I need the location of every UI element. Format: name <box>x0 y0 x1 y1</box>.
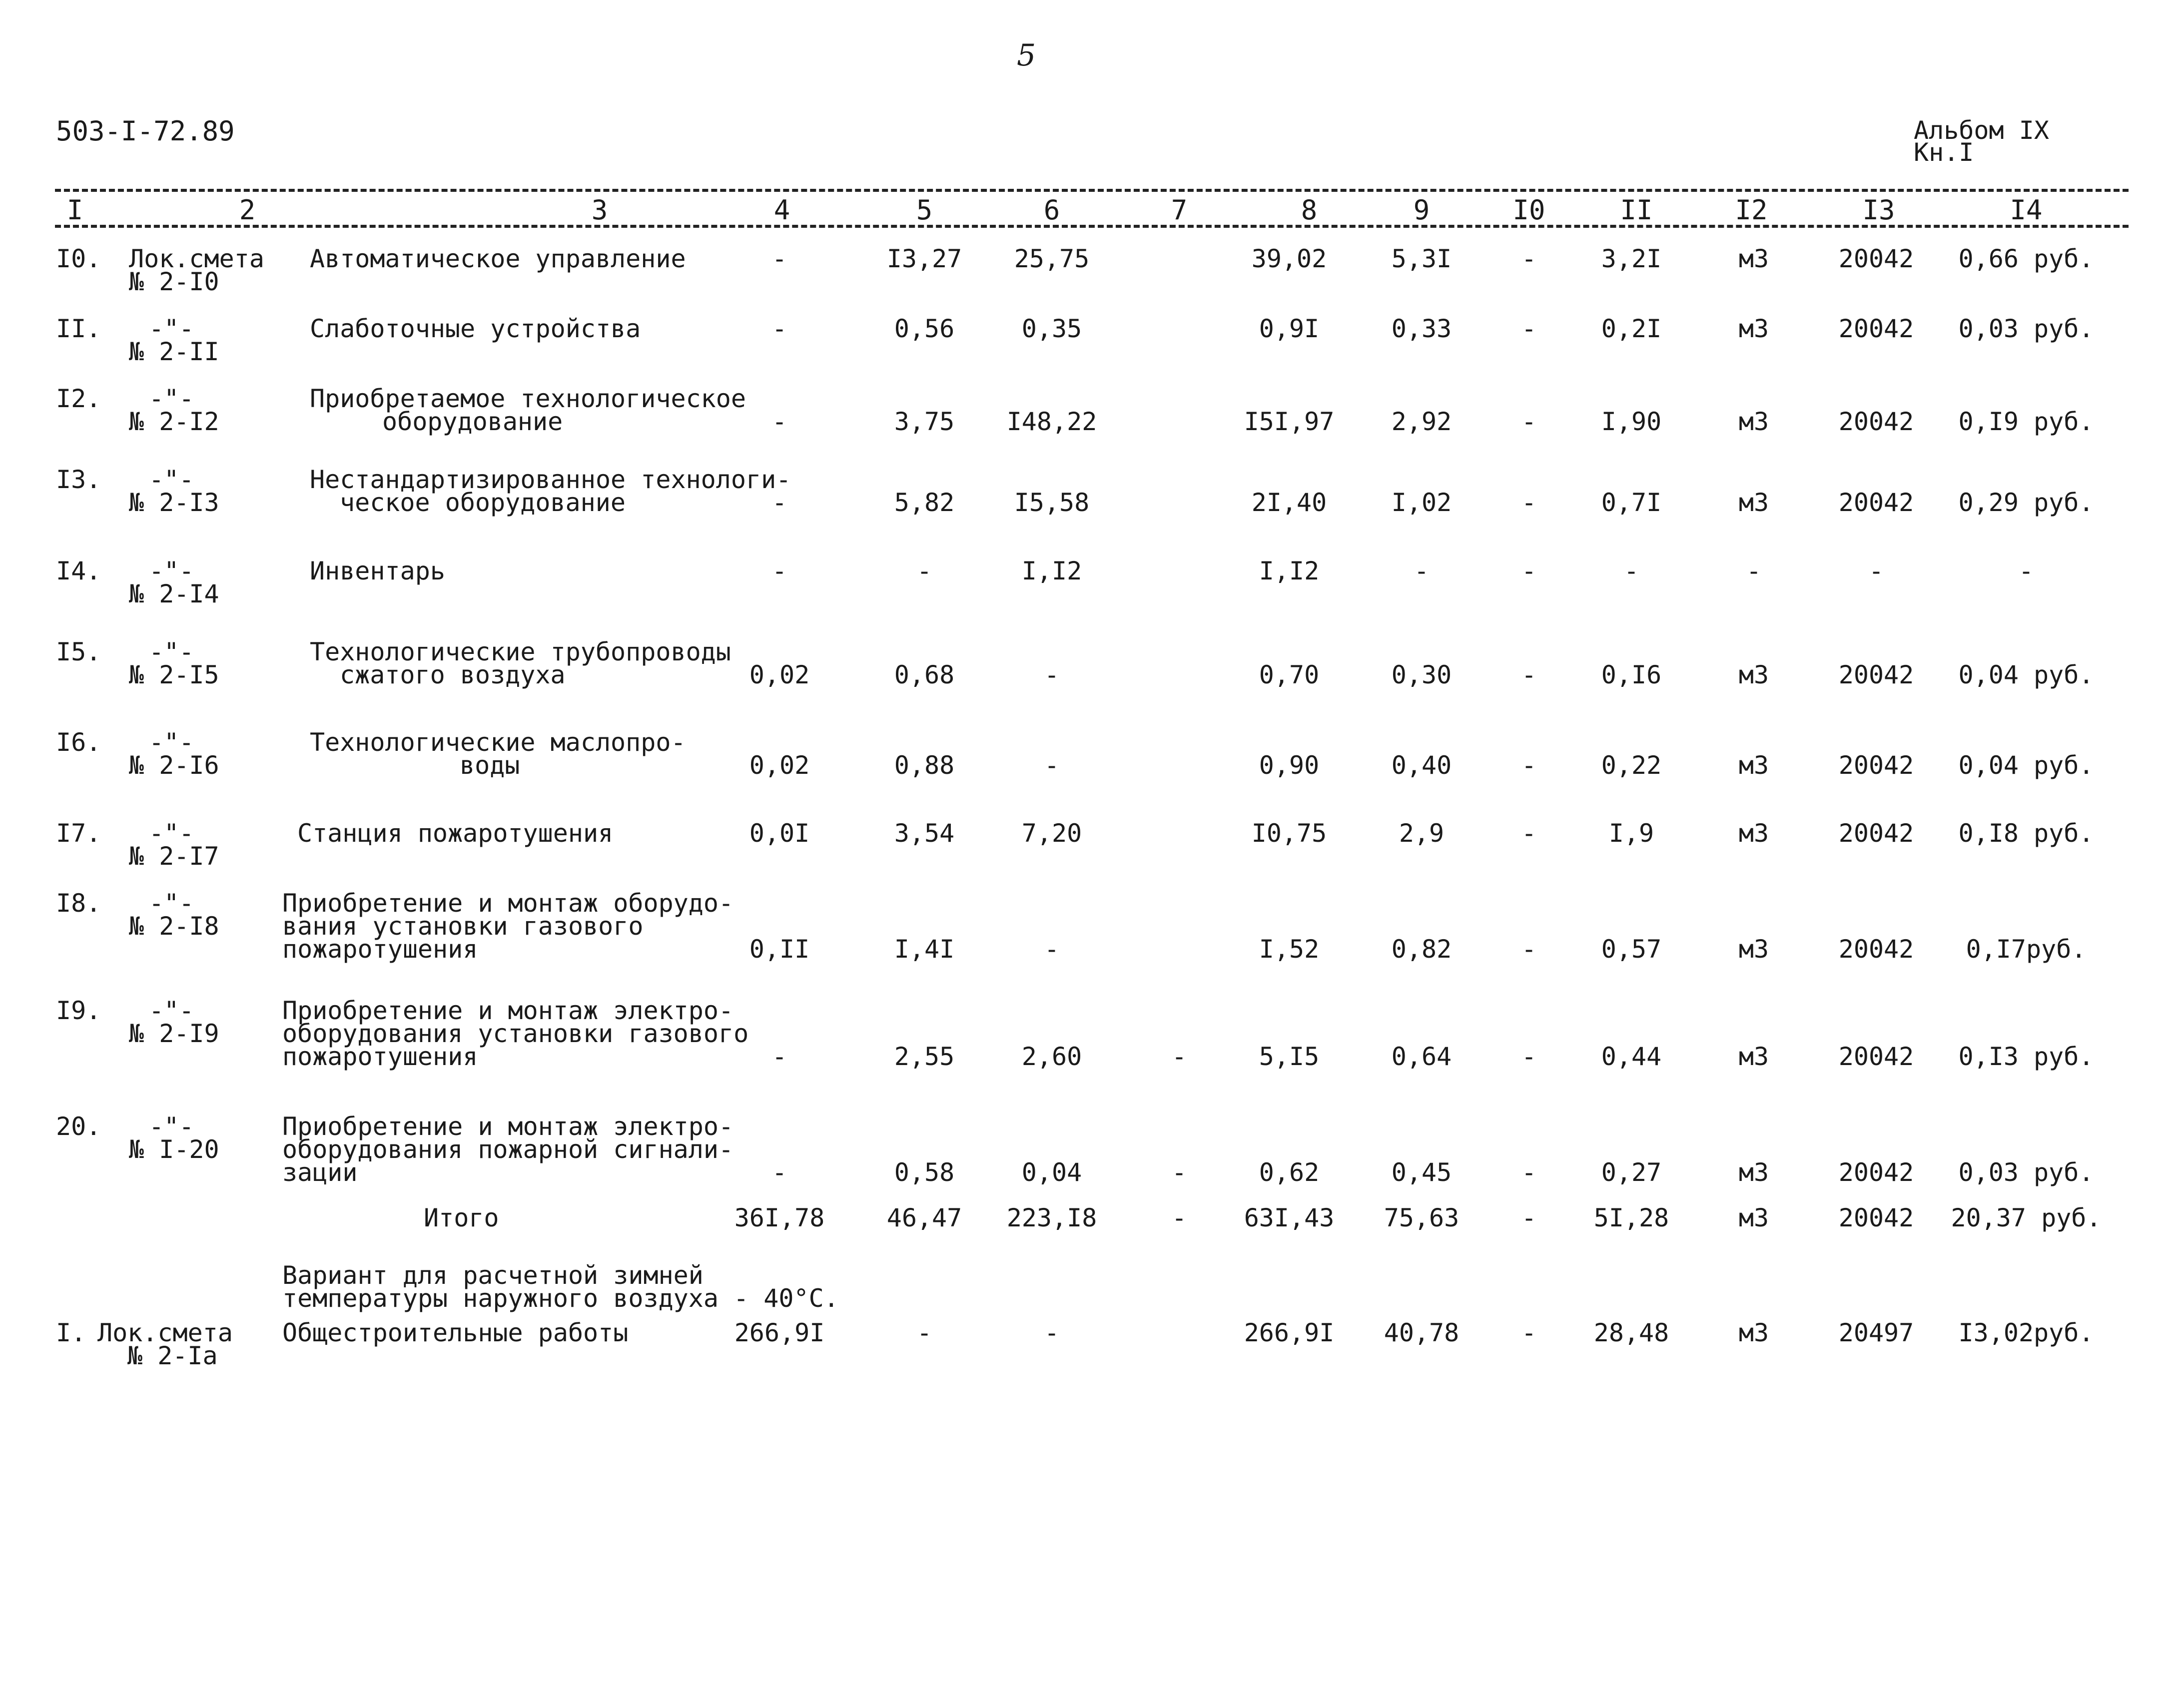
cell-c6: I48,22 <box>1006 407 1097 436</box>
estimate-ref: -"- <box>149 557 194 585</box>
cell-c12: м3 <box>1738 819 1769 848</box>
total-label: Итого <box>424 1203 499 1232</box>
estimate-ref: № 2-I2 <box>129 407 219 436</box>
cell-c14: 0,04 руб. <box>1958 751 2094 780</box>
column-number-14: I4 <box>2010 194 2043 226</box>
work-name: пожаротушения <box>282 935 478 964</box>
cell-c11: 0,44 <box>1601 1042 1662 1071</box>
cell-c9: 0,82 <box>1391 935 1452 964</box>
row-number: I. <box>56 1318 86 1347</box>
cell-c8: I,52 <box>1259 935 1320 964</box>
cell-c9: I,02 <box>1391 488 1452 517</box>
cell-c10: - <box>1521 1042 1537 1071</box>
total-c10: - <box>1521 1203 1537 1232</box>
variant-c14: I3,02руб. <box>1958 1318 2094 1347</box>
cell-c14: 0,I9 руб. <box>1958 407 2094 436</box>
work-name: Инвентарь <box>310 557 445 585</box>
column-number-9: 9 <box>1413 194 1430 226</box>
cell-c13: - <box>1868 557 1884 585</box>
row-number: I0. <box>56 244 101 273</box>
row-number: I8. <box>56 889 101 918</box>
work-name: Приобретение и монтаж электро- <box>282 996 734 1025</box>
total-c14: 20,37 руб. <box>1951 1203 2102 1232</box>
work-name: Автоматическое управление <box>310 244 686 273</box>
cell-c4: - <box>771 1158 787 1187</box>
cell-c14: 0,29 руб. <box>1958 488 2094 517</box>
variant-c13: 20497 <box>1838 1318 1914 1347</box>
cell-c9: 0,33 <box>1391 314 1452 343</box>
work-name: зации <box>282 1158 358 1187</box>
cell-c4: - <box>771 488 787 517</box>
total-c7: - <box>1171 1203 1187 1232</box>
column-number-13: I3 <box>1862 194 1895 226</box>
cell-c11: 0,27 <box>1601 1158 1662 1187</box>
cell-c9: 2,9 <box>1399 819 1445 848</box>
cell-c5: 3,54 <box>894 819 955 848</box>
cell-c12: м3 <box>1738 244 1769 273</box>
cell-c9: 0,45 <box>1391 1158 1452 1187</box>
cell-c12: м3 <box>1738 751 1769 780</box>
cell-c13: 20042 <box>1838 660 1914 689</box>
cell-c11: 3,2I <box>1601 244 1662 273</box>
variant-c5: - <box>916 1318 932 1347</box>
cell-c13: 20042 <box>1838 1042 1914 1071</box>
variant-note: температуры наружного воздуха - 40°С. <box>282 1284 839 1313</box>
cell-c10: - <box>1521 751 1537 780</box>
cell-c10: - <box>1521 819 1537 848</box>
variant-c12: м3 <box>1738 1318 1769 1347</box>
cell-c5: 3,75 <box>894 407 955 436</box>
cell-c12: м3 <box>1738 1042 1769 1071</box>
cell-c5: 0,56 <box>894 314 955 343</box>
work-name: оборудования пожарной сигнали- <box>282 1135 734 1164</box>
cell-c6: 0,35 <box>1021 314 1082 343</box>
cell-c14: 0,03 руб. <box>1958 1158 2094 1187</box>
cell-c11: - <box>1623 557 1639 585</box>
cell-c13: 20042 <box>1838 314 1914 343</box>
cell-c11: 0,57 <box>1601 935 1662 964</box>
cell-c12: м3 <box>1738 935 1769 964</box>
doc-code: 503-I-72.89 <box>56 115 235 147</box>
variant-c10: - <box>1521 1318 1537 1347</box>
cell-c6: 25,75 <box>1014 244 1090 273</box>
cell-c4: 0,0I <box>749 819 810 848</box>
cell-c11: I,9 <box>1608 819 1654 848</box>
cell-c9: 0,30 <box>1391 660 1452 689</box>
work-name: вания установки газового <box>282 912 644 941</box>
cell-c13: 20042 <box>1838 751 1914 780</box>
total-c12: м3 <box>1738 1203 1769 1232</box>
cell-c13: 20042 <box>1838 819 1914 848</box>
estimate-ref: -"- <box>149 819 194 848</box>
work-name: Нестандартизированное технологи- <box>310 465 791 494</box>
total-c9: 75,63 <box>1384 1203 1459 1232</box>
row-number: 20. <box>56 1112 101 1141</box>
estimate-ref: № 2-I9 <box>129 1019 219 1048</box>
cell-c11: 0,I6 <box>1601 660 1662 689</box>
work-name: пожаротушения <box>282 1042 478 1071</box>
estimate-ref: -"- <box>149 996 194 1025</box>
total-c6: 223,I8 <box>1006 1203 1097 1232</box>
cell-c6: 7,20 <box>1021 819 1082 848</box>
work-name: воды <box>460 751 520 780</box>
estimate-ref: -"- <box>149 465 194 494</box>
cell-c8: 0,62 <box>1259 1158 1320 1187</box>
cell-c5: 2,55 <box>894 1042 955 1071</box>
work-name: Приобретение и монтаж электро- <box>282 1112 734 1141</box>
cell-c12: - <box>1746 557 1762 585</box>
cell-c10: - <box>1521 1158 1537 1187</box>
work-name: Технологические трубопроводы <box>310 637 731 666</box>
total-c4: 36I,78 <box>734 1203 825 1232</box>
header-rule-top <box>55 189 2129 192</box>
cell-c8: 39,02 <box>1251 244 1327 273</box>
header-rule-bottom <box>55 225 2129 228</box>
estimate-ref: № I-20 <box>129 1135 219 1164</box>
cell-c5: 5,82 <box>894 488 955 517</box>
column-number-5: 5 <box>916 194 933 226</box>
cell-c12: м3 <box>1738 314 1769 343</box>
row-number: I3. <box>56 465 101 494</box>
variant-c4: 266,9I <box>734 1318 825 1347</box>
cell-c4: 0,02 <box>749 660 810 689</box>
cell-c14: 0,03 руб. <box>1958 314 2094 343</box>
cell-c8: 0,70 <box>1259 660 1320 689</box>
cell-c5: - <box>916 557 932 585</box>
work-name: оборудование <box>382 407 563 436</box>
cell-c13: 20042 <box>1838 935 1914 964</box>
work-name: Приобретаемое технологическое <box>310 384 746 413</box>
cell-c9: 0,64 <box>1391 1042 1452 1071</box>
cell-c10: - <box>1521 935 1537 964</box>
cell-c14: 0,I3 руб. <box>1958 1042 2094 1071</box>
cell-c8: I,I2 <box>1259 557 1320 585</box>
estimate-ref: -"- <box>149 1112 194 1141</box>
cell-c11: 0,22 <box>1601 751 1662 780</box>
cell-c13: 20042 <box>1838 488 1914 517</box>
cell-c5: I3,27 <box>886 244 962 273</box>
column-number-1: I <box>66 194 83 226</box>
cell-c4: 0,02 <box>749 751 810 780</box>
work-name: Приобретение и монтаж оборудо- <box>282 889 734 918</box>
estimate-ref: -"- <box>149 637 194 666</box>
work-name: оборудования установки газового <box>282 1019 749 1048</box>
estimate-ref: -"- <box>149 314 194 343</box>
estimate-ref: -"- <box>149 384 194 413</box>
variant-c8: 266,9I <box>1244 1318 1335 1347</box>
cell-c9: 2,92 <box>1391 407 1452 436</box>
cell-c10: - <box>1521 314 1537 343</box>
cell-c11: 0,7I <box>1601 488 1662 517</box>
work-name: сжатого воздуха <box>340 660 566 689</box>
cell-c8: I0,75 <box>1251 819 1327 848</box>
variant-note: Вариант для расчетной зимней <box>282 1261 704 1290</box>
work-name: ческое оборудование <box>340 488 626 517</box>
estimate-ref: № 2-II <box>129 337 219 366</box>
estimate-ref: № 2-I7 <box>129 842 219 871</box>
cell-c4: - <box>771 407 787 436</box>
cell-c6: I5,58 <box>1014 488 1090 517</box>
estimate-ref: № 2-Iа <box>127 1341 218 1370</box>
column-number-3: 3 <box>591 194 608 226</box>
variant-c11: 28,48 <box>1593 1318 1669 1347</box>
estimate-ref: № 2-I3 <box>129 488 219 517</box>
column-number-11: II <box>1620 194 1653 226</box>
row-number: I2. <box>56 384 101 413</box>
total-c11: 5I,28 <box>1593 1203 1669 1232</box>
estimate-ref: № 2-I5 <box>129 660 219 689</box>
cell-c10: - <box>1521 557 1537 585</box>
cell-c8: 0,9I <box>1259 314 1320 343</box>
work-name: Общестроительные работы <box>282 1318 629 1347</box>
row-number: I4. <box>56 557 101 585</box>
album-label: Альбом IX <box>1914 116 2049 145</box>
cell-c6: - <box>1044 751 1060 780</box>
cell-c7: - <box>1171 1042 1187 1071</box>
total-c13: 20042 <box>1838 1203 1914 1232</box>
cell-c11: I,90 <box>1601 407 1662 436</box>
cell-c6: - <box>1044 660 1060 689</box>
column-number-8: 8 <box>1301 194 1318 226</box>
row-number: I7. <box>56 819 101 848</box>
cell-c4: - <box>771 244 787 273</box>
estimate-ref: -"- <box>149 728 194 757</box>
cell-c13: 20042 <box>1838 244 1914 273</box>
row-number: II. <box>56 314 101 343</box>
estimate-ref: Лок.смета <box>97 1318 233 1347</box>
column-number-2: 2 <box>239 194 256 226</box>
variant-c9: 40,78 <box>1384 1318 1459 1347</box>
cell-c14: - <box>2018 557 2034 585</box>
cell-c13: 20042 <box>1838 407 1914 436</box>
cell-c10: - <box>1521 660 1537 689</box>
cell-c9: 5,3I <box>1391 244 1452 273</box>
cell-c6: 0,04 <box>1021 1158 1082 1187</box>
cell-c5: 0,58 <box>894 1158 955 1187</box>
cell-c11: 0,2I <box>1601 314 1662 343</box>
cell-c14: 0,66 руб. <box>1958 244 2094 273</box>
cell-c5: I,4I <box>894 935 955 964</box>
estimate-ref: -"- <box>149 889 194 918</box>
cell-c10: - <box>1521 407 1537 436</box>
cell-c8: 2I,40 <box>1251 488 1327 517</box>
cell-c5: 0,88 <box>894 751 955 780</box>
estimate-ref: Лок.смета <box>129 244 264 273</box>
cell-c10: - <box>1521 244 1537 273</box>
column-number-6: 6 <box>1043 194 1060 226</box>
estimate-ref: № 2-I6 <box>129 751 219 780</box>
cell-c9: 0,40 <box>1391 751 1452 780</box>
cell-c6: - <box>1044 935 1060 964</box>
cell-c8: I5I,97 <box>1244 407 1335 436</box>
estimate-ref: № 2-I0 <box>129 267 219 296</box>
cell-c5: 0,68 <box>894 660 955 689</box>
column-number-12: I2 <box>1735 194 1768 226</box>
column-number-4: 4 <box>773 194 790 226</box>
cell-c12: м3 <box>1738 488 1769 517</box>
work-name: Технологические маслопро- <box>310 728 686 757</box>
cell-c14: 0,04 руб. <box>1958 660 2094 689</box>
cell-c12: м3 <box>1738 660 1769 689</box>
page-number: 5 <box>1017 38 1036 73</box>
cell-c9: - <box>1414 557 1430 585</box>
cell-c12: м3 <box>1738 1158 1769 1187</box>
total-c8: 63I,43 <box>1244 1203 1335 1232</box>
row-number: I6. <box>56 728 101 757</box>
column-number-7: 7 <box>1171 194 1188 226</box>
book-label: Кн.I <box>1914 138 1974 167</box>
cell-c8: 5,I5 <box>1259 1042 1320 1071</box>
column-number-10: I0 <box>1512 194 1545 226</box>
cell-c8: 0,90 <box>1259 751 1320 780</box>
cell-c12: м3 <box>1738 407 1769 436</box>
estimate-ref: № 2-I8 <box>129 912 219 941</box>
cell-c4: - <box>771 1042 787 1071</box>
work-name: Станция пожаротушения <box>297 819 614 848</box>
work-name: Слаботочные устройства <box>310 314 641 343</box>
cell-c14: 0,I7руб. <box>1966 935 2087 964</box>
estimate-ref: № 2-I4 <box>129 579 219 608</box>
cell-c6: 2,60 <box>1021 1042 1082 1071</box>
cell-c4: - <box>771 557 787 585</box>
row-number: I9. <box>56 996 101 1025</box>
row-number: I5. <box>56 637 101 666</box>
cell-c10: - <box>1521 488 1537 517</box>
total-c5: 46,47 <box>886 1203 962 1232</box>
variant-c6: - <box>1044 1318 1060 1347</box>
cell-c13: 20042 <box>1838 1158 1914 1187</box>
cell-c14: 0,I8 руб. <box>1958 819 2094 848</box>
cell-c4: - <box>771 314 787 343</box>
cell-c4: 0,II <box>749 935 810 964</box>
cell-c7: - <box>1171 1158 1187 1187</box>
cell-c6: I,I2 <box>1021 557 1082 585</box>
